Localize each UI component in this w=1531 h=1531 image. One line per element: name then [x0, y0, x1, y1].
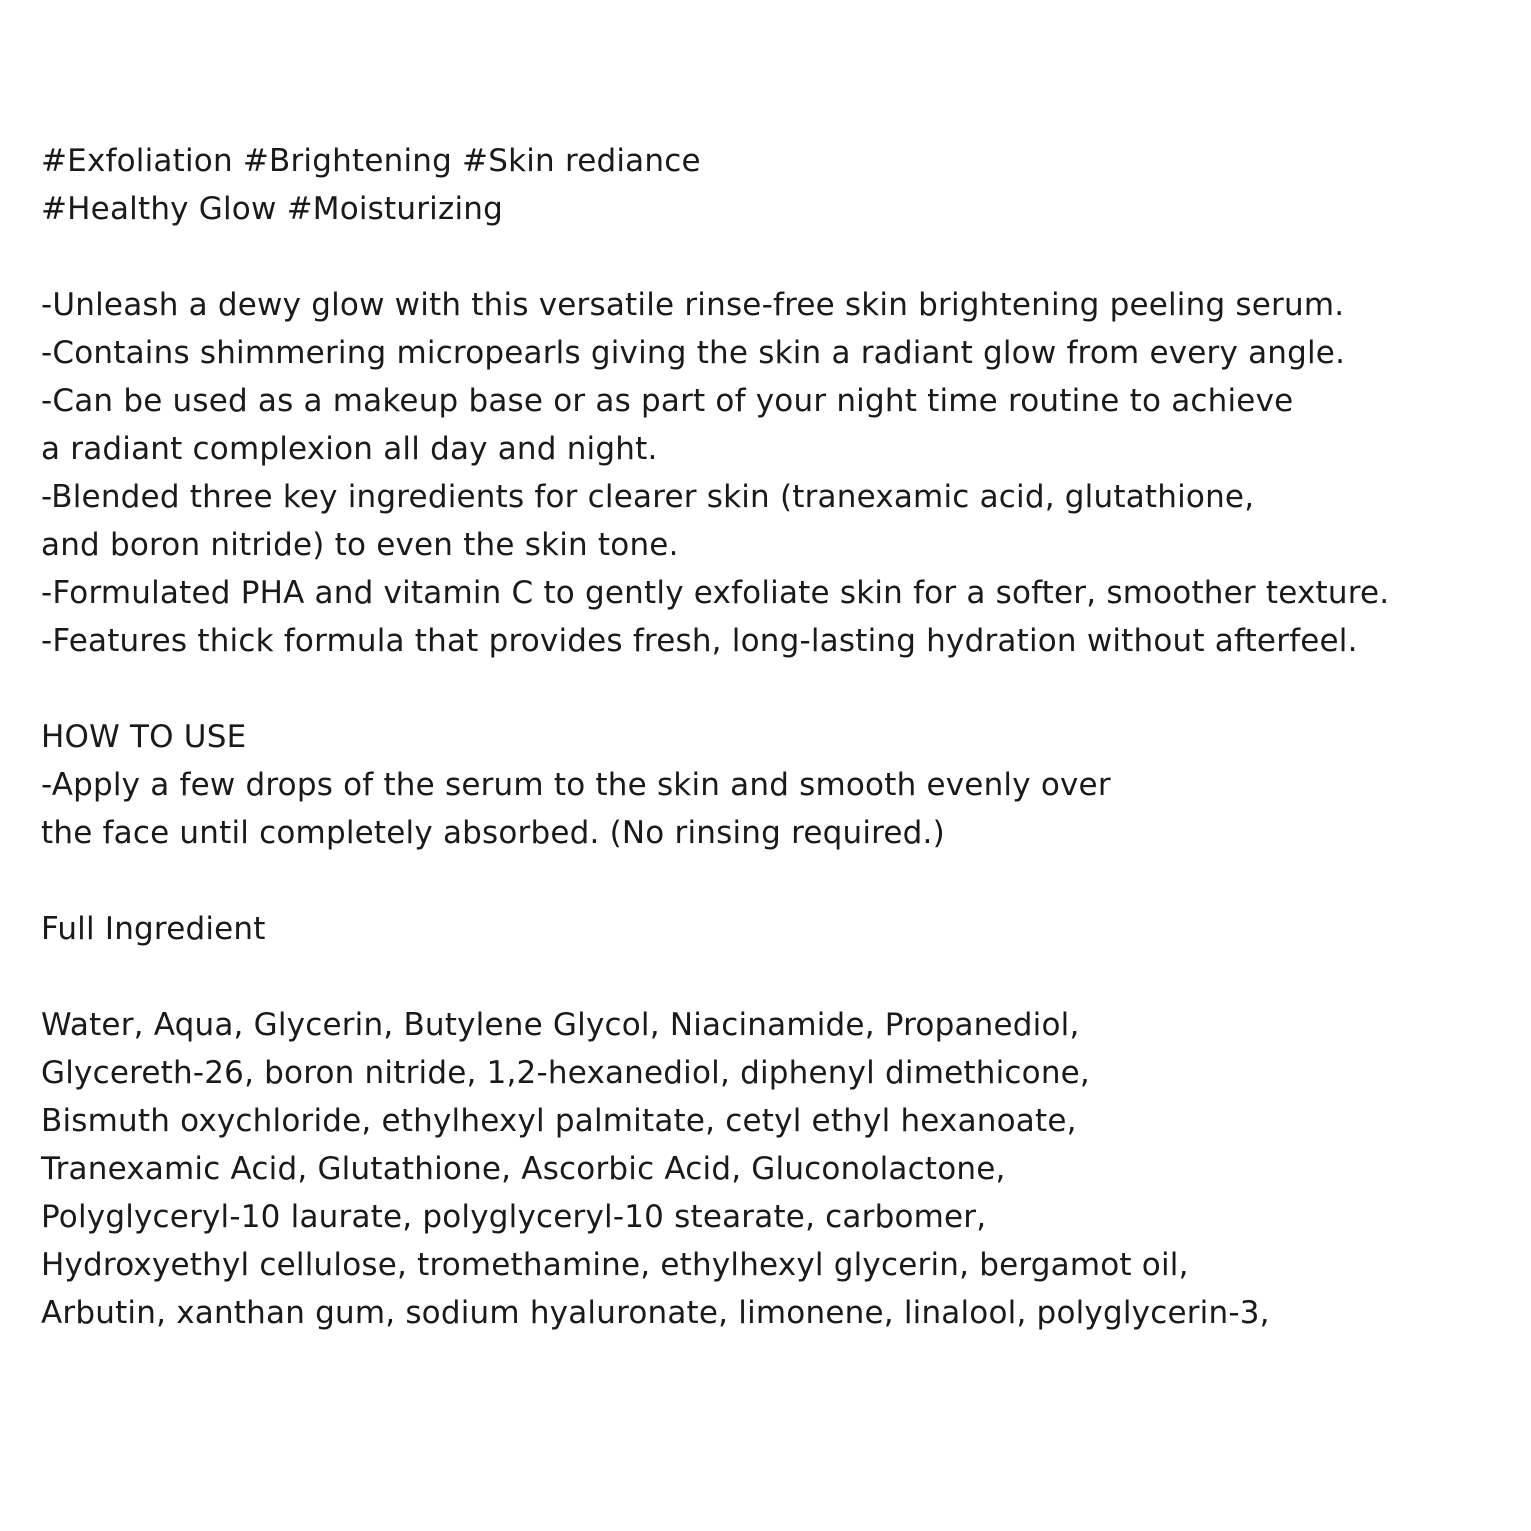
how-to-use-heading: HOW TO USE	[41, 719, 247, 755]
ingredient-line: Water, Aqua, Glycerin, Butylene Glycol, Niacinamide, Propanediol,	[41, 1007, 1080, 1043]
product-description	[41, 137, 1511, 1337]
ingredient-line: Hydroxyethyl cellulose, tromethamine, ethylhexyl glycerin, bergamot oil,	[41, 1247, 1189, 1283]
feature-line: -Can be used as a makeup base or as part of your night time routine to achieve	[41, 383, 1294, 419]
feature-line: -Features thick formula that provides fresh, long-lasting hydration without afterfeel.	[41, 623, 1358, 659]
hashtags-block	[41, 137, 1511, 233]
spacer	[41, 233, 1511, 281]
hashtag-line: #Healthy Glow #Moisturizing	[41, 191, 503, 227]
feature-line: -Formulated PHA and vitamin C to gently exfoliate skin for a softer, smoother texture.	[41, 575, 1390, 611]
ingredient-line: Glycereth-26, boron nitride, 1,2-hexanediol, diphenyl dimethicone,	[41, 1055, 1090, 1091]
feature-line: and boron nitride) to even the skin tone.	[41, 527, 679, 563]
feature-line: -Blended three key ingredients for clearer skin (tranexamic acid, glutathione,	[41, 479, 1255, 515]
feature-line: -Unleash a dewy glow with this versatile rinse-free skin brightening peeling serum.	[41, 287, 1345, 323]
feature-line: a radiant complexion all day and night.	[41, 431, 658, 467]
ingredient-line: Tranexamic Acid, Glutathione, Ascorbic Acid, Gluconolactone,	[41, 1151, 1006, 1187]
ingredients-heading: Full Ingredient	[41, 911, 266, 947]
features-block	[41, 281, 1511, 665]
feature-line: -Contains shimmering micropearls giving the skin a radiant glow from every angle.	[41, 335, 1346, 371]
spacer	[41, 857, 1511, 905]
how-to-use-block	[41, 713, 1511, 857]
ingredient-line: Arbutin, xanthan gum, sodium hyaluronate, limonene, linalool, polyglycerin-3,	[41, 1295, 1270, 1331]
ingredients-block	[41, 905, 1511, 1337]
how-to-use-line: the face until completely absorbed. (No rinsing required.)	[41, 815, 945, 851]
spacer	[41, 665, 1511, 713]
ingredient-line: Polyglyceryl-10 laurate, polyglyceryl-10 stearate, carbomer,	[41, 1199, 987, 1235]
hashtag-line: #Exfoliation #Brightening #Skin rediance	[41, 143, 701, 179]
ingredient-line: Bismuth oxychloride, ethylhexyl palmitate, cetyl ethyl hexanoate,	[41, 1103, 1077, 1139]
spacer	[41, 953, 1511, 1001]
how-to-use-line: -Apply a few drops of the serum to the skin and smooth evenly over	[41, 767, 1111, 803]
